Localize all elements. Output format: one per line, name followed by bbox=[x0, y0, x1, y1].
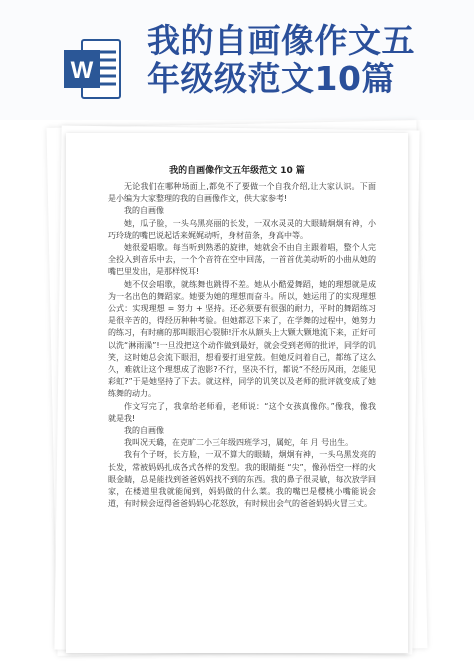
section-heading: 我的自画像 bbox=[124, 206, 164, 216]
section-heading: 我的自画像 bbox=[124, 426, 164, 436]
paragraph-intro: 无论我们在哪种场面上,都免不了要做一个自我介绍,让大家认识。下面是小编为大家整理的我的自画像作文，供大家参考! bbox=[108, 182, 376, 204]
document-title: 我的自画像作文五年级范文 10 篇 bbox=[169, 166, 305, 176]
paragraph: 她很爱唱歌。每当听到熟悉的旋律，她就会不由自主跟着唱，整个人完全投入到音乐中去，一个个音符在空中回荡，一首首优美动听的小曲从她的嘴巴里发出，是那样悦耳! bbox=[108, 243, 376, 277]
paragraph: 她，瓜子脸，一头乌黑亮丽的长发，一双水灵灵的大眼睛炯炯有神，小巧玲珑的嘴巴说起话来娓娓动听，身材苗条，身高中等。 bbox=[108, 218, 376, 240]
paragraph: 作文写完了，我拿给老师看，老师说：“这个女孩真像你。”像我，像我就是我! bbox=[108, 401, 376, 423]
page-title-line-1: 我的自画像作文五 bbox=[147, 21, 415, 60]
svg-text:W: W bbox=[70, 57, 94, 84]
paragraph: 我有个子呀，长方脸，一双不算大的眼睛，炯炯有神，一头乌黑发亮的长发，常被妈妈扎成各式各样的发型。我的眼睛挺 “尖”，像孙悟空一样的火眼金睛，总是能找到爸爸妈妈找不到的东西。我的鼻子很灵敏，每次放学回家，在楼道里我就能闻到，妈妈做的什么菜。我的嘴巴是樱桃小嘴能说会道，有时候会逗得爸爸妈妈心花怒放，有时候出会气的爸爸妈妈火冒三丈。 bbox=[108, 450, 376, 509]
word-document-icon bbox=[62, 38, 122, 100]
page-title-line-2: 年级级范文10篇 bbox=[147, 59, 395, 98]
paragraph: 我叫况天璐，在克旷二小三年级四班学习，属蛇，年 月 号出生。 bbox=[124, 438, 354, 448]
document-body bbox=[108, 181, 376, 510]
paragraph: 她不仅会唱歌，就练舞也跳得不差。她从小酷爱舞蹈，她的理想就是成为一名出色的舞蹈家。她要为她的理想而奋斗。所以，她运用了的实现理想公式：实现理想 = 努力 + 坚持。还必须要有很强的耐力，平时的舞蹈练习是很辛苦的，得经历种种考验。但她都忍下来了，在学舞的过程中，她努力的练习，有时痛的那叫眼泪心裂肺!汗水从额头上大颗大颗地流下来，正好可以洗“淋雨澡”!一旦没把这个动作做到最好，就会受到老师的批评，同学的讥笑，这时她总会流下眼泪，想看要打退堂鼓。但她反问着自己，都练了这么久，难就让这个理想成了泡影?不行，坚决不行，都说“不经历风雨，怎能见彩虹?”于是她坚持了下去。就这样，同学的讥笑以及老师的批评就变成了她练舞的动力。 bbox=[108, 279, 376, 399]
header-banner bbox=[0, 0, 474, 120]
document-page bbox=[66, 133, 408, 653]
page-title bbox=[147, 22, 467, 98]
